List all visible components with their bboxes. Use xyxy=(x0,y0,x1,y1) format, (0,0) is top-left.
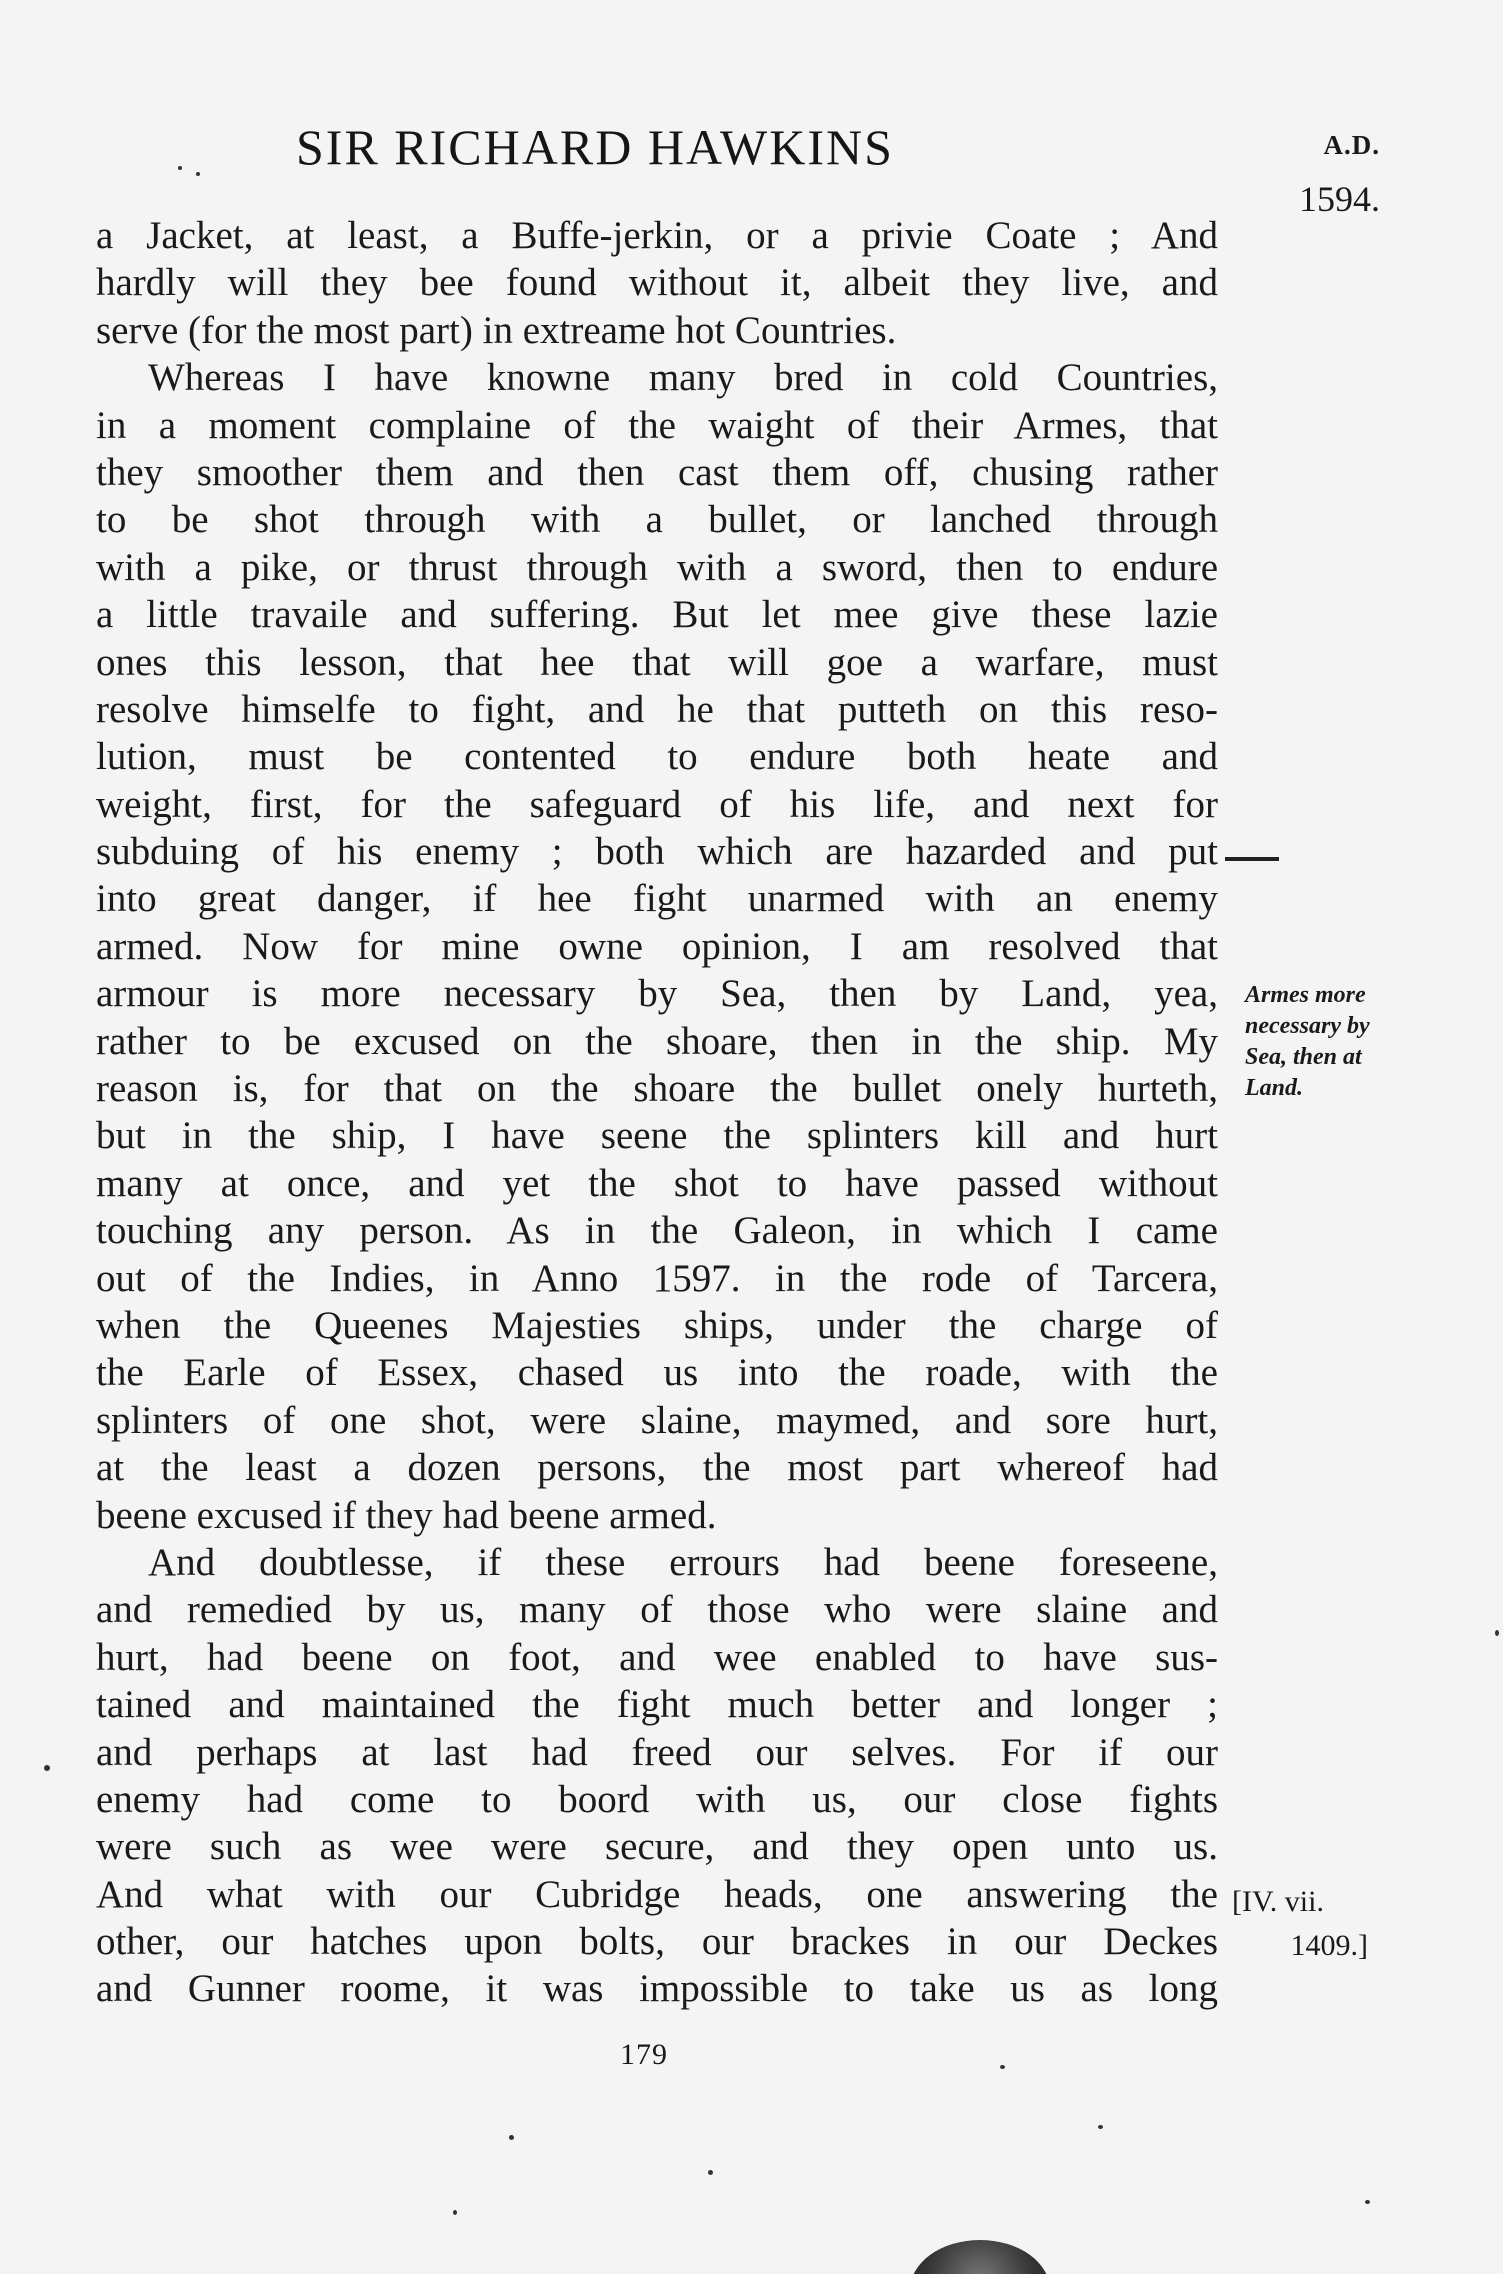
scan-speck xyxy=(1098,2125,1103,2129)
body-line: reason is, for that on the shoare the bullet onely hurteth, xyxy=(96,1067,1218,1111)
margin-note-line: necessary by xyxy=(1245,1013,1370,1039)
body-line: resolve himselfe to fight, and he that putteth on this reso- xyxy=(96,687,1218,731)
scan-blob xyxy=(910,2240,1050,2274)
edition-ref-volume: [IV. vii. xyxy=(1232,1885,1324,1918)
body-line: armour is more necessary by Sea, then by Land, yea, xyxy=(96,972,1218,1016)
body-line: And what with our Cubridge heads, one answering the xyxy=(96,1872,1218,1916)
body-line: serve (for the most part) in extreame hot Countries. xyxy=(96,308,897,352)
printer-dash-mark xyxy=(1225,857,1279,861)
body-line: Whereas I have knowne many bred in cold Countries, xyxy=(148,356,1218,400)
body-line: to be shot through with a bullet, or lanched through xyxy=(96,498,1218,542)
body-line: a Jacket, at least, a Buffe-jerkin, or a privie Coate ; And xyxy=(96,214,1218,257)
year-value: 1594. xyxy=(1299,179,1380,219)
running-head: SIR RICHARD HAWKINS xyxy=(296,119,894,175)
body-line: other, our hatches upon bolts, our brackes in our Deckes xyxy=(96,1920,1218,1964)
body-line: rather to be excused on the shoare, then in the ship. My xyxy=(96,1019,1218,1063)
body-line: many at once, and yet the shot to have passed without xyxy=(96,1161,1218,1205)
body-line: they smoother them and then cast them off, chusing rather xyxy=(96,450,1218,494)
body-line: tained and maintained the fight much better and longer ; xyxy=(96,1683,1218,1727)
scan-speck xyxy=(44,1765,50,1771)
margin-note-line: Land. xyxy=(1245,1075,1304,1101)
margin-note-line: Armes more xyxy=(1245,982,1366,1008)
body-line: touching any person. As in the Galeon, in which I came xyxy=(96,1209,1218,1253)
body-line: weight, first, for the safeguard of his life, and next for xyxy=(96,782,1218,826)
scan-speck xyxy=(1495,1630,1499,1636)
year-label: A.D. xyxy=(1323,130,1380,160)
scan-speck xyxy=(509,2135,514,2140)
body-line: when the Queenes Majesties ships, under the charge of xyxy=(96,1303,1218,1347)
body-line: And doubtlesse, if these errours had beene foreseene, xyxy=(148,1540,1218,1584)
edition-ref-page: 1409.] xyxy=(1290,1929,1368,1962)
body-line: and remedied by us, many of those who were slaine and xyxy=(96,1588,1218,1632)
body-line: with a pike, or thrust through with a sword, then to endure xyxy=(96,545,1218,589)
body-line: and perhaps at last had freed our selves. For if our xyxy=(96,1730,1218,1774)
body-line: armed. Now for mine owne opinion, I am resolved that xyxy=(96,924,1218,968)
body-line: hurt, had beene on foot, and wee enabled to have sus- xyxy=(96,1635,1218,1679)
body-text xyxy=(96,212,1218,2013)
body-line: and Gunner roome, it was impossible to take us as long xyxy=(96,1967,1218,2011)
body-line: ones this lesson, that hee that will goe a warfare, must xyxy=(96,640,1218,684)
year-block xyxy=(1290,132,1380,217)
scan-speck xyxy=(708,2170,713,2175)
body-line: beene excused if they had beene armed. xyxy=(96,1493,717,1537)
body-line: hardly will they bee found without it, albeit they live, and xyxy=(96,261,1218,305)
body-line: at the least a dozen persons, the most part whereof had xyxy=(96,1446,1218,1490)
body-line: enemy had come to boord with us, our close fights xyxy=(96,1777,1218,1821)
page-number: 179 xyxy=(620,2038,668,2071)
scan-speck xyxy=(453,2210,457,2215)
edition-reference xyxy=(1232,1880,1432,1968)
margin-note-line: Sea, then at xyxy=(1245,1044,1362,1070)
body-line: subduing of his enemy ; both which are hazarded and put xyxy=(96,830,1218,874)
body-line: but in the ship, I have seene the splinters kill and hurt xyxy=(96,1114,1218,1158)
body-line: out of the Indies, in Anno 1597. in the rode of Tarcera, xyxy=(96,1256,1218,1300)
body-line: in a moment complaine of the waight of their Armes, that xyxy=(96,403,1218,447)
scan-speck xyxy=(1000,2065,1005,2069)
body-line: into great danger, if hee fight unarmed with an enemy xyxy=(96,877,1218,921)
margin-note xyxy=(1245,980,1425,1104)
body-line: a little travaile and suffering. But let mee give these lazie xyxy=(96,593,1218,637)
scan-speck xyxy=(196,172,200,176)
body-line: the Earle of Essex, chased us into the roade, with the xyxy=(96,1351,1218,1395)
body-line: lution, must be contented to endure both heate and xyxy=(96,735,1218,779)
body-line: splinters of one shot, were slaine, maymed, and sore hurt, xyxy=(96,1398,1218,1442)
scan-speck xyxy=(1365,2200,1370,2204)
body-line: were such as wee were secure, and they open unto us. xyxy=(96,1825,1218,1869)
scan-speck xyxy=(178,166,182,170)
